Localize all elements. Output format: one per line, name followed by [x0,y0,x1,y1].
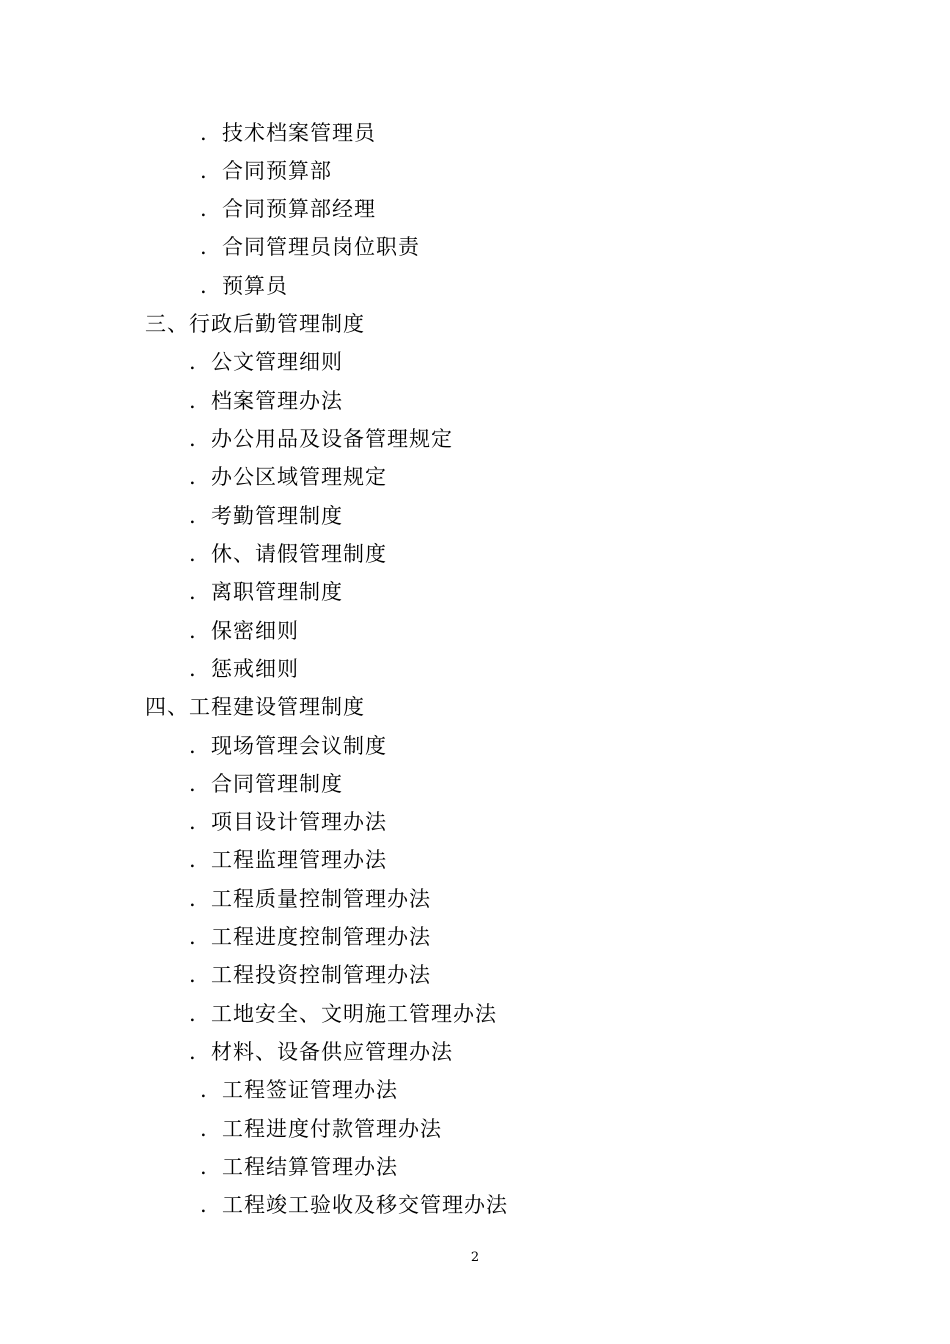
item-label: 合同预算部经理 [222,197,376,221]
bullet: . [200,274,208,298]
section-heading: 三、行政后勤管理制度 [145,312,365,336]
bullet: . [200,1117,208,1141]
bullet: . [189,542,197,566]
item-label: 考勤管理制度 [211,504,343,528]
bullet: . [189,619,197,643]
bullet: . [189,1002,197,1026]
bullet: . [189,925,197,949]
item-label: 项目设计管理办法 [211,810,387,834]
list-item [200,157,332,185]
bullet: . [189,1040,197,1064]
bullet: . [189,810,197,834]
item-label: 保密细则 [211,619,299,643]
list-item [200,119,376,147]
item-label: 技术档案管理员 [222,121,376,145]
bullet: . [189,848,197,872]
list-item [200,272,288,300]
list-item [189,923,431,951]
item-label: 工程进度付款管理办法 [222,1117,442,1141]
bullet: . [189,772,197,796]
item-label: 合同管理制度 [211,772,343,796]
list-item [189,348,343,376]
bullet: . [200,159,208,183]
item-label: 休、请假管理制度 [211,542,387,566]
list-item [189,808,387,836]
bullet: . [189,350,197,374]
list-item [189,1038,453,1066]
item-label: 工程质量控制管理办法 [211,887,431,911]
list-item [189,578,343,606]
bullet: . [189,963,197,987]
list-item [189,846,387,874]
item-label: 合同管理员岗位职责 [222,235,420,259]
item-label: 办公区域管理规定 [211,465,387,489]
bullet: . [189,465,197,489]
list-item [189,540,387,568]
list-item [189,502,343,530]
bullet: . [189,887,197,911]
item-label: 工程结算管理办法 [222,1155,398,1179]
bullet: . [200,121,208,145]
bullet: . [189,427,197,451]
item-label: 工程签证管理办法 [222,1078,398,1102]
bullet: . [200,235,208,259]
page-number: 2 [470,1250,480,1265]
list-item [189,463,387,491]
item-label: 现场管理会议制度 [211,734,387,758]
bullet: . [189,734,197,758]
list-item [189,1000,497,1028]
item-label: 工程进度控制管理办法 [211,925,431,949]
item-label: 离职管理制度 [211,580,343,604]
item-label: 办公用品及设备管理规定 [211,427,453,451]
list-item [200,1076,398,1104]
item-label: 工程投资控制管理办法 [211,963,431,987]
bullet: . [200,197,208,221]
item-label: 合同预算部 [222,159,332,183]
list-item [189,885,431,913]
list-item [189,655,299,683]
list-item [200,1115,442,1143]
list-item [189,732,387,760]
item-label: 工程竣工验收及移交管理办法 [222,1193,508,1217]
item-label: 预算员 [222,274,288,298]
list-item [200,233,420,261]
list-item [200,195,376,223]
list-item [200,1153,398,1181]
bullet: . [200,1078,208,1102]
list-item [189,617,299,645]
bullet: . [189,580,197,604]
list-item [189,387,343,415]
section-heading: 四、工程建设管理制度 [145,695,365,719]
bullet: . [189,389,197,413]
item-label: 公文管理细则 [211,350,343,374]
item-label: 档案管理办法 [211,389,343,413]
list-item [200,1191,508,1219]
list-item [189,770,343,798]
bullet: . [189,657,197,681]
item-label: 惩戒细则 [211,657,299,681]
bullet: . [200,1193,208,1217]
bullet: . [200,1155,208,1179]
item-label: 工程监理管理办法 [211,848,387,872]
item-label: 材料、设备供应管理办法 [211,1040,453,1064]
list-item [189,961,431,989]
list-item [189,425,453,453]
bullet: . [189,504,197,528]
item-label: 工地安全、文明施工管理办法 [211,1002,497,1026]
